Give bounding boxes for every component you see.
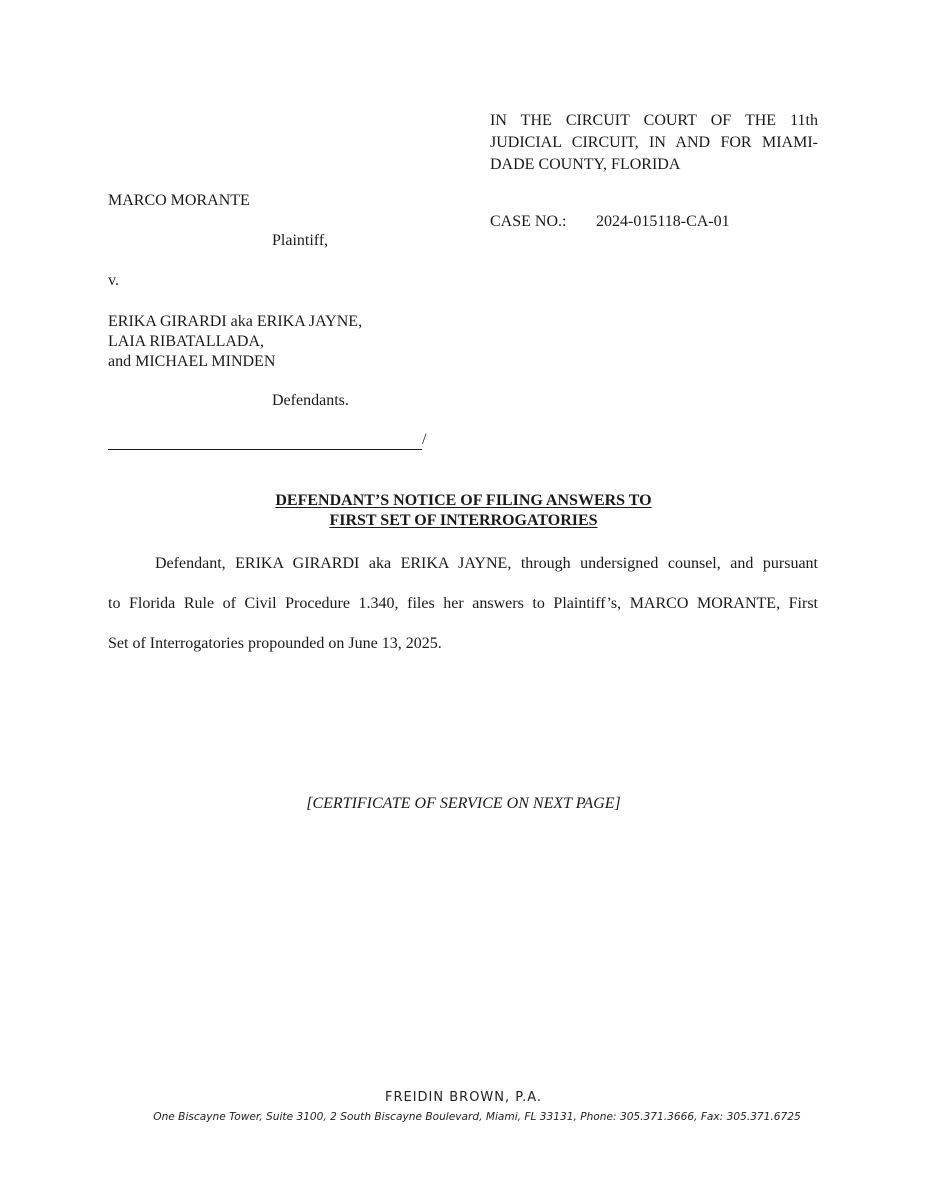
case-number-label: CASE NO.: [490,213,567,230]
court-heading-line-2: JUDICIAL CIRCUIT, IN AND FOR MIAMI- [490,134,818,151]
court-heading-line-1: IN THE CIRCUIT COURT OF THE 11th [490,112,818,129]
body-paragraph-line-2: to Florida Rule of Civil Procedure 1.340, files her answers to Plaintiff’s, MARCO MORANTE, First [108,595,818,612]
footer-firm-name: FREIDIN BROWN, P.A. [384,1090,543,1105]
caption-slash: / [422,431,427,448]
footer-firm-address: One Biscayne Tower, Suite 3100, 2 South Biscayne Boulevard, Miami, FL 33131, Phone: 305.371.3666, Fax: 305.371.6725 [153,1111,801,1123]
document-title-line-1-text: DEFENDANT’S NOTICE OF FILING ANSWERS TO [275,492,652,509]
plaintiff-role: Plaintiff, [272,232,329,249]
case-number-value: 2024-015118-CA-01 [596,213,730,230]
body-paragraph-line-3: Set of Interrogatories propounded on June 13, 2025. [108,635,442,652]
certificate-of-service-note: [CERTIFICATE OF SERVICE ON NEXT PAGE] [306,795,621,812]
body-paragraph-line-1: Defendant, ERIKA GIRARDI aka ERIKA JAYNE, through undersigned counsel, and pursuant [155,555,818,572]
versus-label: v. [108,272,119,289]
plaintiff-name: MARCO MORANTE [108,192,250,209]
defendant-line-2: LAIA RIBATALLADA, [108,333,265,350]
court-heading [490,110,818,176]
defendant-line-1: ERIKA GIRARDI aka ERIKA JAYNE, [108,313,363,330]
defendant-role: Defendants. [272,392,349,409]
defendant-line-3: and MICHAEL MINDEN [108,353,276,370]
court-heading-line-3: DADE COUNTY, FLORIDA [490,156,681,173]
caption-rule [108,449,422,450]
document-title-line-2-text: FIRST SET OF INTERROGATORIES [329,512,598,529]
document-title-line-1 [0,490,927,511]
document-title-line-2 [0,510,927,531]
